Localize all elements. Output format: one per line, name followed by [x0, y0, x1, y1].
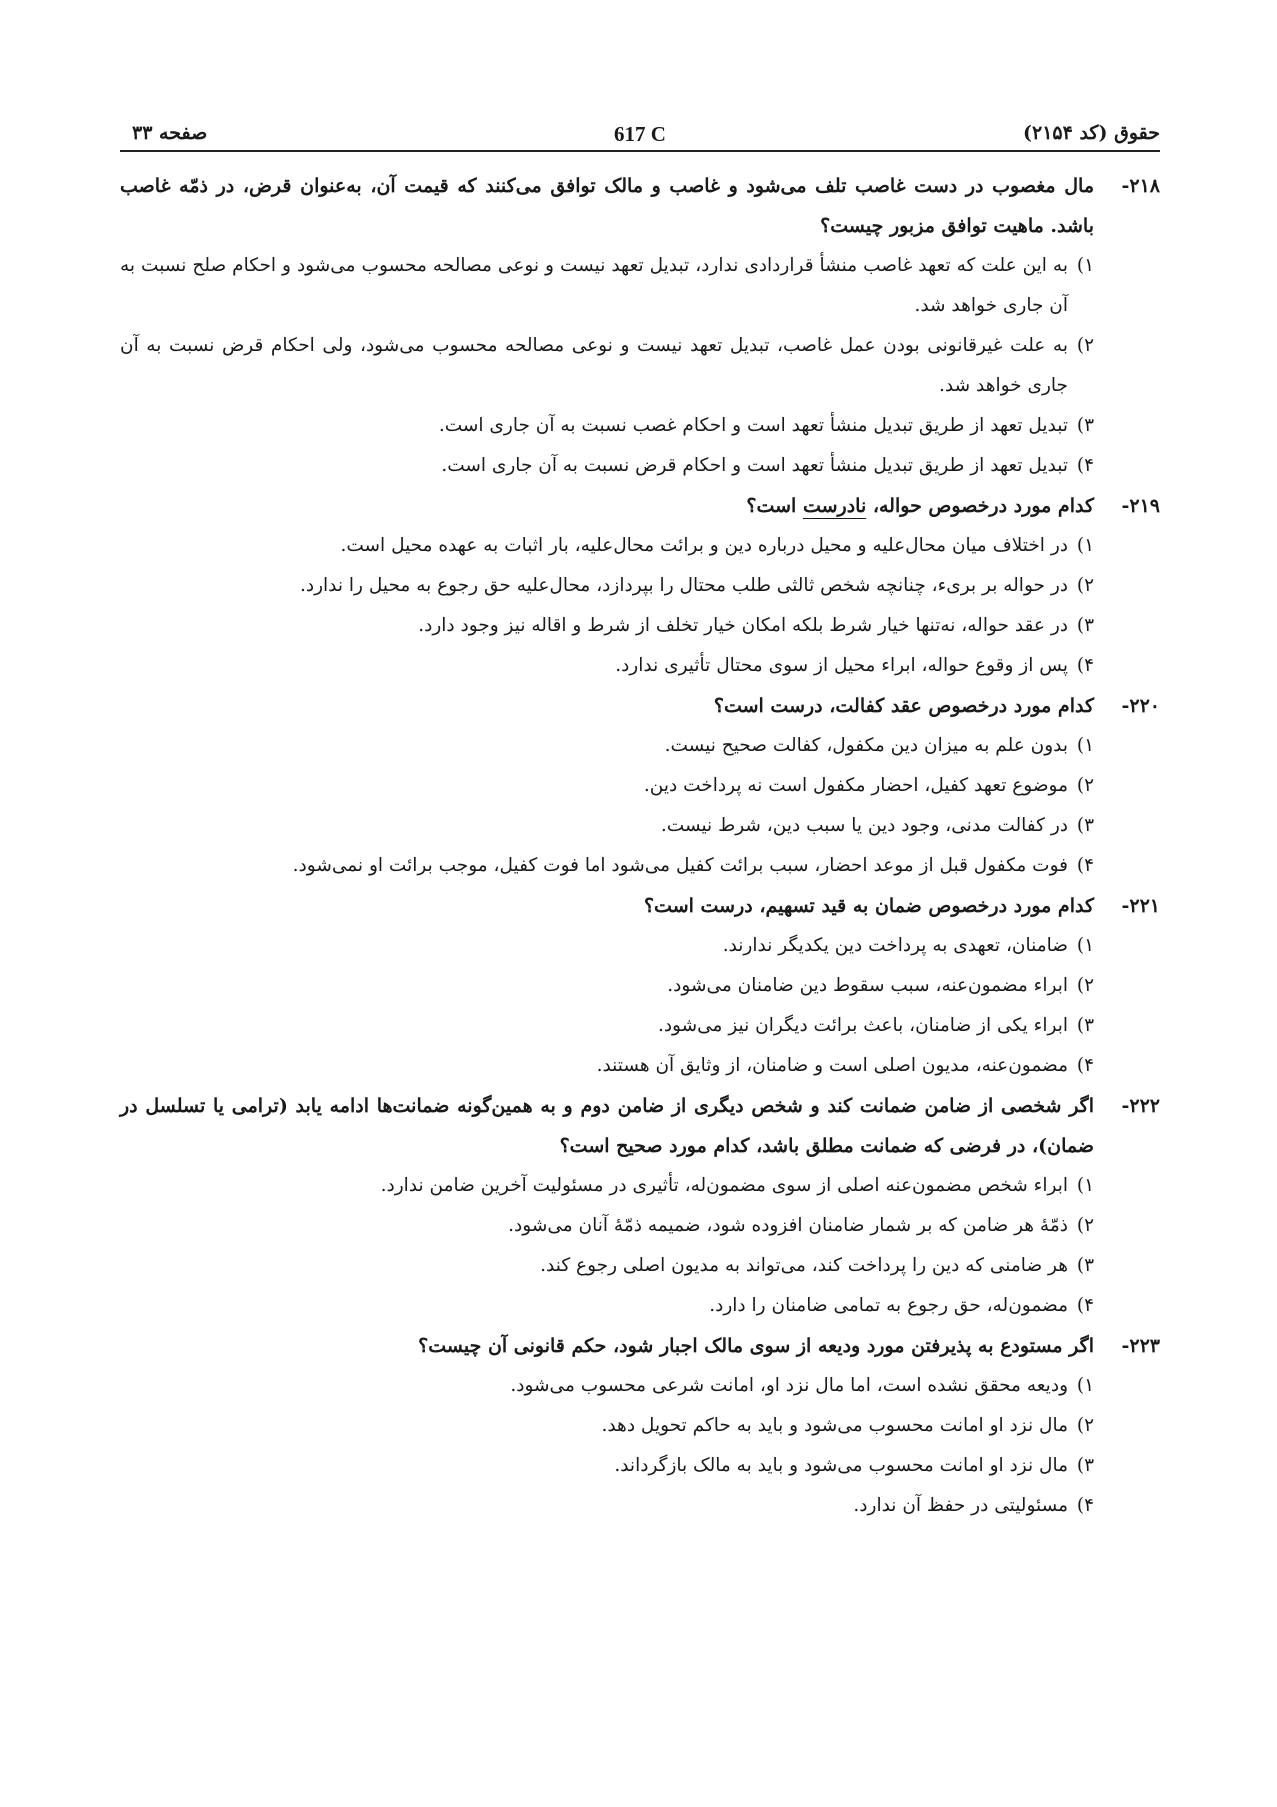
option-number: ۱): [1076, 1375, 1094, 1396]
question-stem: [120, 486, 1160, 526]
option-text: در کفالت مدنی، وجود دین یا سبب دین، شرط نیست.: [660, 815, 1068, 836]
option-text: بدون علم به میزان دین مکفول، کفالت صحیح نیست.: [664, 735, 1068, 756]
option-number: ۲): [1076, 975, 1094, 996]
option-number: ۳): [1076, 615, 1094, 636]
option-text: مال نزد او امانت محسوب می‌شود و باید به مالک بازگرداند.: [614, 1455, 1068, 1476]
option-text: ابراء شخص مضمون‌عنه اصلی از سوی مضمون‌له، تأثیری در مسئولیت آخرین ضامن ندارد.: [380, 1175, 1068, 1196]
question-stem: [120, 1326, 1160, 1366]
option-text: ذمّهٔ هر ضامن که بر شمار ضامنان افزوده شود، ضمیمه ذمّهٔ آنان می‌شود.: [508, 1215, 1068, 1236]
option-4: [120, 1486, 1094, 1526]
exam-page: [120, 120, 1160, 1526]
option-text: موضوع تعهد کفیل، احضار مکفول است نه پرداخت دین.: [643, 775, 1068, 796]
option-text: در عقد حواله، نه‌تنها خیار شرط بلکه امکان خیار تخلف از شرط و اقاله نیز وجود دارد.: [418, 615, 1068, 636]
option-text: مضمون‌له، حق رجوع به تمامی ضامنان را دارد.: [709, 1295, 1068, 1316]
option-3: [120, 1246, 1094, 1286]
options-list: [120, 1366, 1094, 1526]
question-220: [120, 686, 1160, 886]
option-number: ۱): [1076, 735, 1094, 756]
question-text: کدام مورد درخصوص ضمان به قید تسهیم، درست است؟: [643, 895, 1094, 917]
question-number: ۲۱۹-: [1121, 495, 1160, 517]
subject-title: حقوق (کد ۲۱۵۴): [1023, 122, 1160, 144]
option-number: ۲): [1076, 575, 1094, 596]
option-1: [120, 246, 1094, 326]
option-number: ۱): [1076, 255, 1094, 276]
option-number: ۳): [1076, 415, 1094, 436]
option-text: تبدیل تعهد از طریق تبدیل منشأ تعهد است و احکام قرض نسبت به آن جاری است.: [441, 455, 1068, 476]
option-text: ابراء یکی از ضامنان، باعث برائت دیگران نیز می‌شود.: [657, 1015, 1068, 1036]
option-3: [120, 1006, 1094, 1046]
option-1: [120, 926, 1094, 966]
option-text: تبدیل تعهد از طریق تبدیل منشأ تعهد است و احکام غصب نسبت به آن جاری است.: [438, 415, 1068, 436]
option-number: ۴): [1076, 455, 1094, 476]
option-number: ۱): [1076, 535, 1094, 556]
question-number: ۲۲۲-: [1121, 1095, 1160, 1117]
question-text: مال مغصوب در دست غاصب تلف می‌شود و غاصب و مالک توافق می‌کنند که قیمت آن، به‌عنوان قرض، در ذمّه غاصب باشد. ماهیت توافق مزبور چیست؟: [120, 175, 1094, 237]
question-stem: [120, 166, 1160, 246]
option-number: ۱): [1076, 1175, 1094, 1196]
option-4: [120, 1046, 1094, 1086]
option-text: در اختلاف میان محال‌علیه و محیل درباره دین و برائت محال‌علیه، بار اثبات به عهده محیل است.: [340, 535, 1068, 556]
question-222: [120, 1086, 1160, 1326]
question-text: اگر شخصی از ضامن ضمانت کند و شخص دیگری از ضامن دوم و به همین‌گونه ضمانت‌ها ادامه یابد (ترامی یا تسلسل در ضمان)، در فرضی که ضمانت مطلق باشد، کدام مورد صحیح است؟: [120, 1095, 1094, 1157]
option-number: ۲): [1076, 775, 1094, 796]
question-number: ۲۲۱-: [1121, 895, 1160, 917]
question-stem: [120, 1086, 1160, 1166]
option-text: به این علت که تعهد غاصب منشأ قراردادی ندارد، تبدیل تعهد نیست و نوعی مصالحه محسوب می‌شود و احکام صلح نسبت به آن جاری خواهد شد.: [120, 255, 1068, 316]
option-number: ۲): [1076, 335, 1094, 356]
option-2: [120, 1406, 1094, 1446]
option-text: مسئولیتی در حفظ آن ندارد.: [853, 1495, 1068, 1516]
option-number: ۲): [1076, 1415, 1094, 1436]
option-number: ۴): [1076, 1295, 1094, 1316]
option-3: [120, 606, 1094, 646]
option-2: [120, 566, 1094, 606]
question-text: کدام مورد درخصوص عقد کفالت، درست است؟: [713, 695, 1094, 717]
option-number: ۳): [1076, 815, 1094, 836]
option-number: ۴): [1076, 855, 1094, 876]
option-4: [120, 446, 1094, 486]
option-text: فوت مکفول قبل از موعد احضار، سبب برائت کفیل می‌شود اما فوت کفیل، موجب برائت او نمی‌شود.: [292, 855, 1068, 876]
option-number: ۱): [1076, 935, 1094, 956]
options-list: [120, 726, 1094, 886]
options-list: [120, 1166, 1094, 1326]
question-221: [120, 886, 1160, 1086]
option-1: [120, 1366, 1094, 1406]
options-list: [120, 926, 1094, 1086]
option-text: پس از وقوع حواله، ابراء محیل از سوی محتال تأثیری ندارد.: [615, 655, 1068, 676]
question-number: ۲۱۸-: [1121, 175, 1160, 197]
question-text-end: است؟: [746, 495, 803, 517]
booklet-code: 617 C: [614, 122, 666, 146]
question-number: ۲۲۳-: [1121, 1335, 1160, 1357]
option-1: [120, 526, 1094, 566]
option-2: [120, 766, 1094, 806]
question-text: اگر مستودع به پذیرفتن مورد ودیعه از سوی مالک اجبار شود، حکم قانونی آن چیست؟: [418, 1335, 1094, 1357]
option-2: [120, 966, 1094, 1006]
option-text: مال نزد او امانت محسوب می‌شود و باید به حاکم تحویل دهد.: [601, 1415, 1068, 1436]
option-number: ۴): [1076, 1055, 1094, 1076]
page-number: صفحه ۳۳: [132, 122, 208, 144]
option-text: در حواله بر بریء، چنانچه شخص ثالثی طلب محتال را بپردازد، محال‌علیه حق رجوع به محیل را ندارد.: [299, 575, 1068, 596]
question-text: [120, 486, 1094, 526]
option-text: مضمون‌عنه، مدیون اصلی است و ضامنان، از وثایق آن هستند.: [596, 1055, 1068, 1076]
option-number: ۳): [1076, 1015, 1094, 1036]
option-number: ۴): [1076, 655, 1094, 676]
option-number: ۳): [1076, 1455, 1094, 1476]
option-text: ضامنان، تعهدی به پرداخت دین یکدیگر ندارند.: [722, 935, 1068, 956]
option-3: [120, 1446, 1094, 1486]
option-text: ابراء مضمون‌عنه، سبب سقوط دین ضامنان می‌شود.: [667, 975, 1068, 996]
option-2: [120, 326, 1094, 406]
option-number: ۳): [1076, 1255, 1094, 1276]
option-text: هر ضامنی که دین را پرداخت کند، می‌تواند به مدیون اصلی رجوع کند.: [540, 1255, 1068, 1276]
question-number: ۲۲۰-: [1121, 695, 1160, 717]
option-4: [120, 1286, 1094, 1326]
option-text: ودیعه محقق نشده است، اما مال نزد او، امانت شرعی محسوب می‌شود.: [510, 1375, 1068, 1396]
option-3: [120, 806, 1094, 846]
question-218: [120, 166, 1160, 486]
option-3: [120, 406, 1094, 446]
question-stem: [120, 686, 1160, 726]
option-2: [120, 1206, 1094, 1246]
options-list: [120, 526, 1094, 686]
option-number: ۲): [1076, 1215, 1094, 1236]
question-223: [120, 1326, 1160, 1526]
options-list: [120, 246, 1094, 486]
option-1: [120, 726, 1094, 766]
emphasis-word: نادرست: [802, 495, 867, 517]
question-stem: [120, 886, 1160, 926]
option-4: [120, 846, 1094, 886]
option-number: ۴): [1076, 1495, 1094, 1516]
question-219: [120, 486, 1160, 686]
option-4: [120, 646, 1094, 686]
option-text: به علت غیرقانونی بودن عمل غاصب، تبدیل تعهد نیست و نوعی مصالحه محسوب می‌شود، ولی احکام قرض نسبت به آن جاری خواهد شد.: [120, 335, 1068, 396]
question-text-start: کدام مورد درخصوص حواله،: [866, 495, 1094, 517]
option-1: [120, 1166, 1094, 1206]
page-header: [120, 120, 1160, 152]
